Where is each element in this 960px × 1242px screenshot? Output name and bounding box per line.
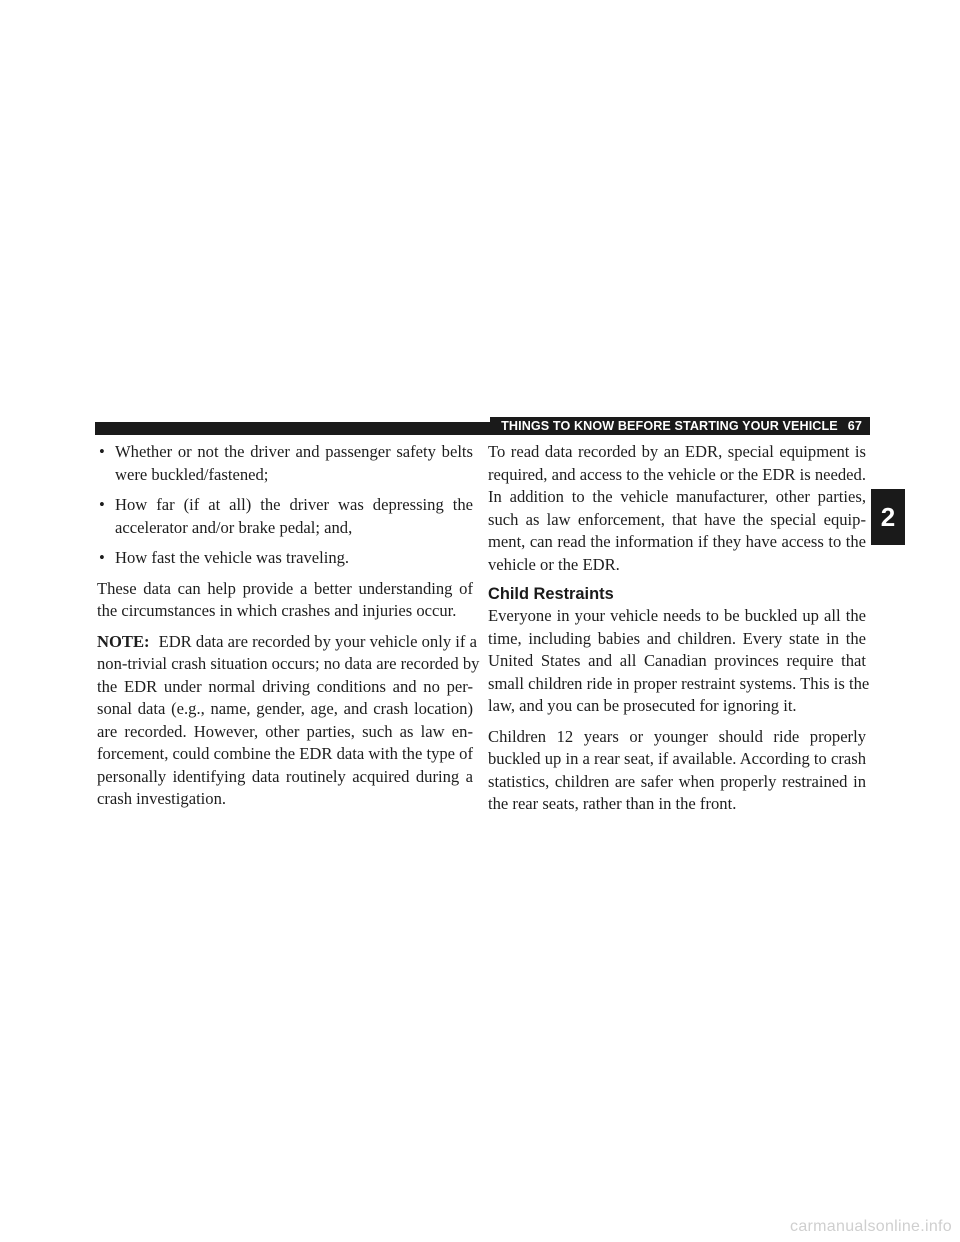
section-heading: Child Restraints xyxy=(488,585,614,603)
text-line: vehicle or the EDR. xyxy=(488,554,620,574)
text-line: United States and all Canadian provinces require that xyxy=(488,651,866,670)
text-line: These data can help provide a better understanding of xyxy=(97,578,473,598)
text-line: non-trivial crash situation occurs; no data are recorded by xyxy=(97,654,480,673)
paragraph xyxy=(488,726,866,816)
header-title: THINGS TO KNOW BEFORE STARTING YOUR VEHICLE xyxy=(501,419,838,433)
bullet-icon: • xyxy=(99,548,105,567)
running-header xyxy=(490,417,870,435)
text-line: required, and access to the vehicle or the EDR is needed. xyxy=(488,464,866,484)
note-label: NOTE: xyxy=(97,631,150,651)
text-line: time, including babies and children. Every state in the xyxy=(488,628,866,648)
paragraph xyxy=(97,578,473,623)
paragraph xyxy=(488,605,870,718)
bullet-item xyxy=(97,441,473,486)
text-line: How fast the vehicle was traveling. xyxy=(115,548,350,567)
chapter-tab: 2 xyxy=(871,489,905,545)
text-line: Whether or not the driver and passenger safety belts xyxy=(115,442,473,461)
text-line: To read data recorded by an EDR, special equipment is xyxy=(488,442,866,461)
text-line: the EDR under normal driving conditions and no per- xyxy=(97,676,473,696)
text-line: accelerator and/or brake pedal; and, xyxy=(115,517,353,537)
text-line: were buckled/fastened; xyxy=(115,464,269,484)
text-line: buckled up in a rear seat, if available. According to crash xyxy=(488,749,866,768)
header-rule xyxy=(95,422,490,435)
text-line: Everyone in your vehicle needs to be buckled up all the xyxy=(488,606,866,625)
text-line: statistics, children are safer when properly restrained in xyxy=(488,771,866,791)
note-paragraph xyxy=(97,631,480,811)
bullet-item xyxy=(97,494,473,539)
text-line: ment, can read the information if they have access to the xyxy=(488,532,866,551)
watermark[interactable]: carmanualsonline.info xyxy=(790,1218,952,1235)
text-line: the circumstances in which crashes and injuries occur. xyxy=(97,601,457,620)
text-line: personally identifying data routinely acquired during a xyxy=(97,766,473,786)
text-line: are recorded. However, other parties, such as law en- xyxy=(97,721,473,741)
text-line: law, and you can be prosecuted for ignoring it. xyxy=(488,696,797,715)
page-number: 67 xyxy=(847,419,862,433)
text-line: small children ride in proper restraint systems. This is the xyxy=(488,673,870,693)
text-line: In addition to the vehicle manufacturer, other parties, xyxy=(488,487,866,506)
text-line: forcement, could combine the EDR data with the type of xyxy=(97,744,474,763)
note-first-line xyxy=(97,631,477,654)
paragraph xyxy=(488,441,866,576)
text-line: EDR data are recorded by your vehicle only if a xyxy=(158,631,477,651)
bullet-icon: • xyxy=(99,442,105,461)
text-line: How far (if at all) the driver was depressing the xyxy=(115,495,473,514)
text-line: crash investigation. xyxy=(97,789,227,808)
bullet-icon: • xyxy=(99,495,105,514)
left-column xyxy=(97,441,480,819)
bullet-item xyxy=(97,547,473,570)
text-line: such as law enforcement, that have the special equip- xyxy=(488,509,866,529)
text-line: the rear seats, rather than in the front. xyxy=(488,794,737,813)
text-line: Children 12 years or younger should ride properly xyxy=(488,726,866,746)
right-column xyxy=(488,441,870,824)
text-line: sonal data (e.g., name, gender, age, and crash location) xyxy=(97,699,473,718)
